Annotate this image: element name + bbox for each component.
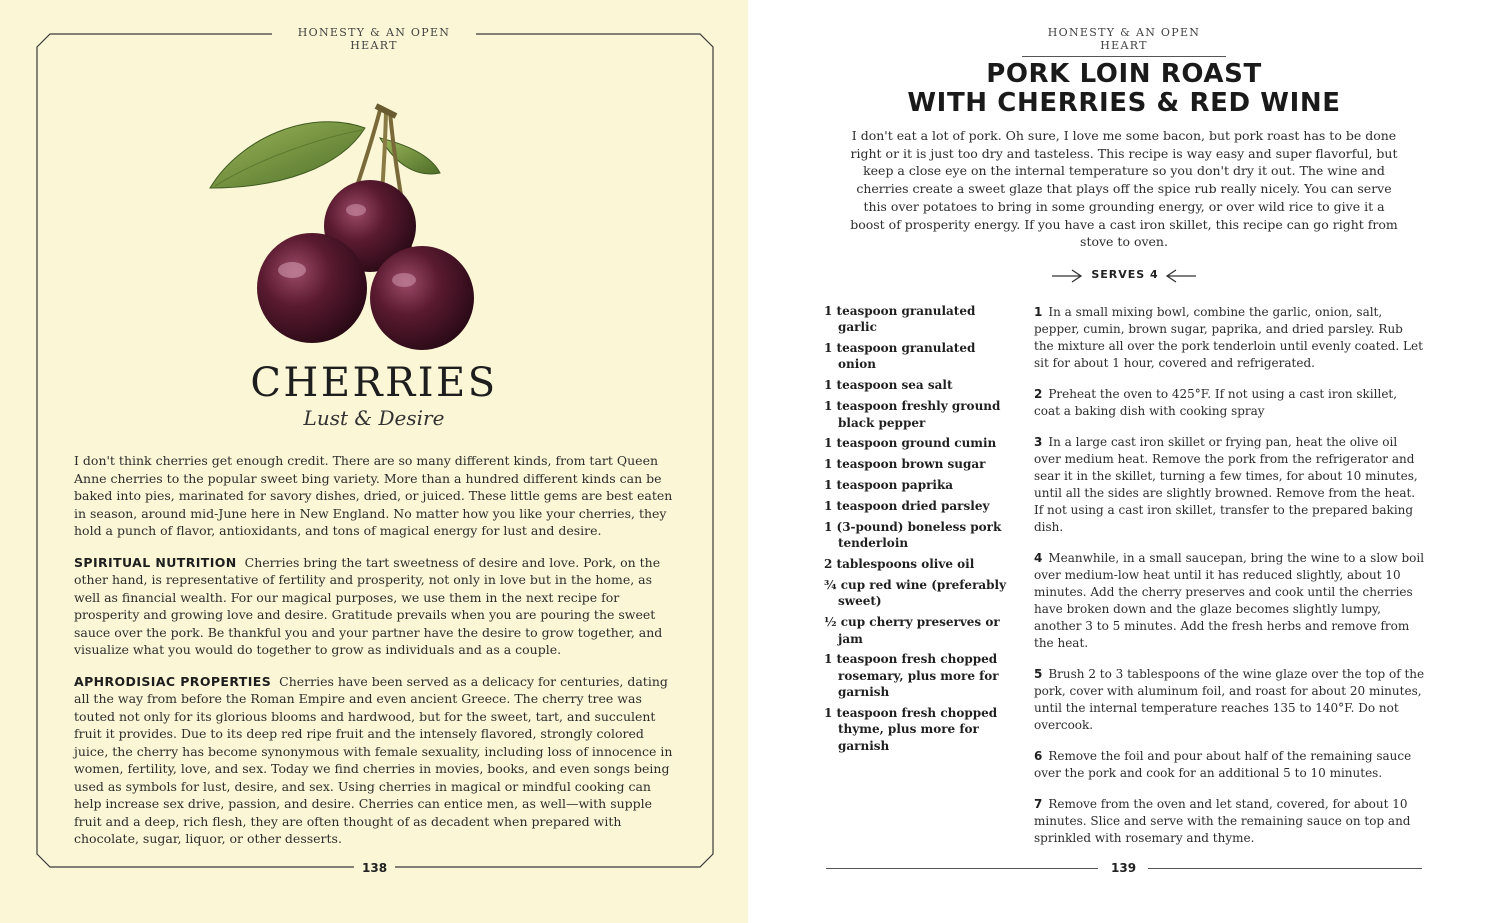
step-text: Preheat the oven to 425°F. If not using a cast iron skillet, coat a baking dish with cooking spray xyxy=(1034,387,1398,418)
step-number: 6 xyxy=(1034,749,1043,763)
section-aphrodisiac-properties xyxy=(74,673,678,848)
step-number: 3 xyxy=(1034,435,1043,449)
step-text: Meanwhile, in a small saucepan, bring the wine to a slow boil over medium-low heat until it has reduced slightly, about 10 minutes. Add the cherry preserves and cook until the cherries have broken down and the glaze becomes slightly lumpy, another 3 to 5 minutes. Add the fresh herbs and remove from the heat. xyxy=(1034,551,1425,650)
step-number: 5 xyxy=(1034,667,1043,681)
method-steps xyxy=(1034,304,1426,861)
ingredient-item: 1 teaspoon granulated onion xyxy=(824,341,976,372)
serves-label: SERVES 4 xyxy=(1091,268,1159,281)
step-text: Remove from the oven and let stand, covered, for about 10 minutes. Slice and serve with the remaining sauce on top and sprinkled with rosemary and thyme. xyxy=(1034,797,1411,845)
method-step xyxy=(1034,796,1426,847)
ingredient-item: 1 teaspoon fresh chopped thyme, plus more for garnish xyxy=(824,705,998,753)
cherries-illustration xyxy=(200,98,490,358)
ingredient-item: 1 teaspoon granulated garlic xyxy=(824,304,976,335)
step-text: Brush 2 to 3 tablespoons of the wine glaze over the top of the pork, cover with aluminum foil, and roast for about 20 minutes, until the internal temperature reaches 135 to 140°F. Do not overcook. xyxy=(1034,667,1425,732)
serves-line xyxy=(1050,266,1198,286)
ingredient-item: 1 teaspoon fresh chopped rosemary, plus more for garnish xyxy=(824,652,999,700)
section-heading: SPIRITUAL NUTRITION xyxy=(74,554,237,570)
running-head: HONESTY & AN OPEN HEART xyxy=(272,26,476,52)
ingredient-item: 1 teaspoon sea salt xyxy=(824,378,953,393)
ingredient-item: 1 (3-pound) boneless pork tenderloin xyxy=(824,520,1002,551)
recipe-title xyxy=(850,60,1398,118)
ingredient-item: 1 teaspoon freshly ground black pepper xyxy=(824,399,1001,430)
section-spiritual-nutrition xyxy=(74,554,678,659)
footer-rule xyxy=(826,868,1098,869)
ingredient-item: 1 teaspoon paprika xyxy=(824,478,954,493)
page-title: CHERRIES xyxy=(250,360,498,406)
page-number: 138 xyxy=(354,861,395,875)
ingredient-item: ½ cup cherry preserves or jam xyxy=(824,615,1000,646)
step-number: 4 xyxy=(1034,551,1043,565)
recipe-title-line: PORK LOIN ROAST xyxy=(986,59,1262,89)
recipe-intro: I don't eat a lot of pork. Oh sure, I love me some bacon, but pork roast has to be done right or it is just too dry and tasteless. This recipe is way easy and super flavorful, but keep a close eye on the internal temperature so you don't dry it out. The wine and cherries create a sweet glaze that plays off the spice rub really nicely. You can serve this over potatoes to bring in some grounding energy, or over wild rice to give it a boost of prosperity energy. If you have a cast iron skillet, this recipe can go right from stove to oven. xyxy=(850,128,1398,250)
recipe-title-line: WITH CHERRIES & RED WINE xyxy=(907,88,1341,118)
step-number: 7 xyxy=(1034,797,1043,811)
running-head: HONESTY & AN OPEN HEART xyxy=(1022,26,1226,57)
left-page xyxy=(0,0,748,923)
step-text: Remove the foil and pour about half of the remaining sauce over the pork and cook for an additional 5 to 10 minutes. xyxy=(1034,749,1412,780)
ingredient-item: ¾ cup red wine (preferably sweet) xyxy=(824,578,1007,609)
ingredient-item: 2 tablespoons olive oil xyxy=(824,557,975,572)
ingredient-item: 1 teaspoon ground cumin xyxy=(824,436,997,451)
step-text: In a large cast iron skillet or frying pan, heat the olive oil over medium heat. Remove the pork from the refrigerator and sear it in the skillet, turning a few times, for about 10 minutes, until all the sides are slightly browned. Remove from the heat. If not using a cast iron skillet, transfer to the prepared baking dish. xyxy=(1034,435,1418,534)
intro-paragraph: I don't think cherries get enough credit. There are so many different kinds, from tart Queen Anne cherries to the popular sweet bing variety. More than a hundred different kinds can be baked into pies, marinated for savory dishes, dried, or juiced. These little gems are best eaten in season, around mid-June here in New England. No matter how you like your cherries, they hold a punch of flavor, antioxidants, and tons of magical energy for lust and desire. xyxy=(74,453,673,538)
section-text: Cherries bring the tart sweetness of desire and love. Pork, on the other hand, is representative of fertility and prosperity, not only in love but in the home, as well as financial wealth. For our magical purposes, we use them in the next recipe for prosperity and growing love and desire. Gratitude prevails when you are pouring the sweet sauce over the pork. Be thankful you and your partner have the desire to grow together, and visualize what you would do together to grow as individuals and as a couple. xyxy=(74,554,663,657)
step-number: 2 xyxy=(1034,387,1043,401)
step-number: 1 xyxy=(1034,305,1043,319)
section-text: Cherries have been served as a delicacy for centuries, dating all the way from before the Roman Empire and even ancient Greece. The cherry tree was touted not only for its glorious blooms and hardwood, but for the sweet, tart, and succulent fruit it provides. Due to its deep red ripe fruit and the intensely flavored, strongly colored juice, the cherry has become synonymous with female sexuality, including loss of innocence in women, fertility, love, and sex. Today we find cherries in movies, books, and even songs being used as symbols for lust, desire, and sex. Using cherries in magical or mindful cooking can help increase sex drive, passion, and desire. Cherries can entice men, as well—with supple fruit and a deep, rich flesh, they are often thought of as decadent when prepared with chocolate, sugar, liquor, or other desserts. xyxy=(74,673,673,846)
ingredient-item: 1 teaspoon dried parsley xyxy=(824,499,990,514)
page-number: 139 xyxy=(1103,861,1144,875)
ingredients-list xyxy=(824,303,1014,758)
method-step xyxy=(1034,748,1426,782)
ingredient-item: 1 teaspoon brown sugar xyxy=(824,457,986,472)
arrow-left-icon xyxy=(1164,268,1198,284)
method-step xyxy=(1034,386,1426,420)
page-subtitle: Lust & Desire xyxy=(303,406,445,430)
arrow-right-icon xyxy=(1050,268,1084,284)
method-step xyxy=(1034,434,1426,536)
method-step xyxy=(1034,304,1426,372)
method-step xyxy=(1034,666,1426,734)
footer-rule xyxy=(1148,868,1422,869)
section-heading: APHRODISIAC PROPERTIES xyxy=(74,673,272,689)
method-step xyxy=(1034,550,1426,652)
left-body-text xyxy=(74,452,678,862)
step-text: In a small mixing bowl, combine the garlic, onion, salt, pepper, cumin, brown sugar, paprika, and dried parsley. Rub the mixture all over the pork tenderloin until evenly coated. Let sit for about 1 hour, covered and refrigerated. xyxy=(1034,305,1423,370)
